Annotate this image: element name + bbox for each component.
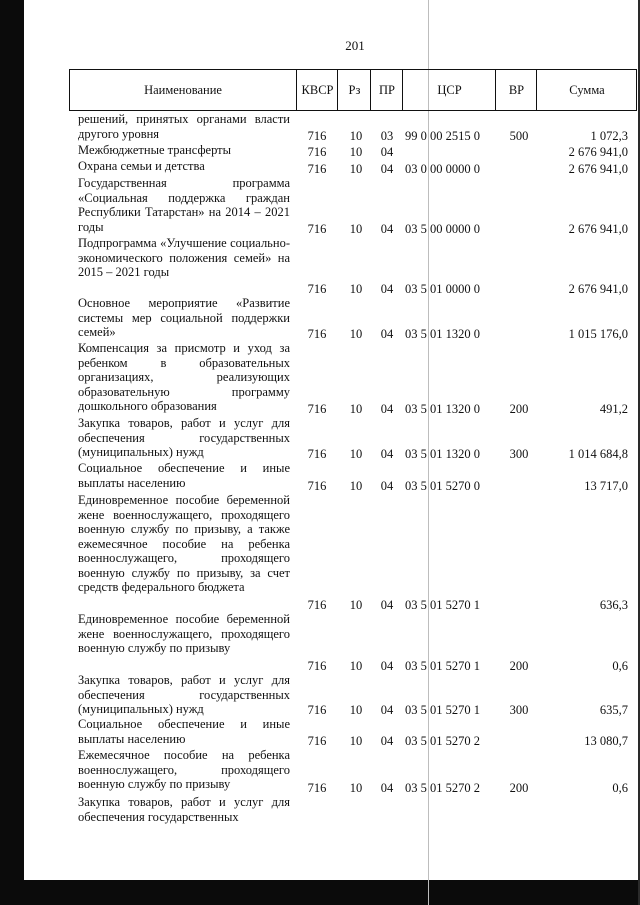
- header-sum: Сумма: [536, 70, 637, 110]
- row-pr: 04: [380, 733, 394, 748]
- row-csr: 03 5 00 0000 0: [405, 221, 480, 236]
- row-name: Социальное обеспечение и иные выплаты населению: [78, 717, 290, 746]
- row-rz: 10: [349, 281, 363, 296]
- row-kvsr: 716: [307, 144, 327, 159]
- row-csr: 03 5 01 1320 0: [405, 326, 480, 341]
- scan-left-border: [0, 0, 24, 905]
- row-rz: 10: [349, 326, 363, 341]
- scan-bottom-border: [0, 880, 640, 905]
- row-name: Социальное обеспечение и иные выплаты населению: [78, 461, 290, 490]
- header-csr: ЦСР: [402, 70, 496, 110]
- row-rz: 10: [349, 446, 363, 461]
- row-rz: 10: [349, 144, 363, 159]
- header-kvsr: КВСР: [296, 70, 338, 110]
- header-pr: ПР: [370, 70, 403, 110]
- row-rz: 10: [349, 221, 363, 236]
- row-pr: 04: [380, 281, 394, 296]
- row-csr: 03 5 01 5270 1: [405, 597, 480, 612]
- header-vr: ВР: [495, 70, 537, 110]
- row-kvsr: 716: [307, 702, 327, 717]
- row-sum: 0,6: [612, 780, 628, 795]
- row-name: Межбюджетные трансферты: [78, 143, 232, 157]
- row-csr: 03 5 01 0000 0: [405, 281, 480, 296]
- row-rz: 10: [349, 780, 363, 795]
- row-name: Компенсация за присмотр и уход за ребенком в образовательных организациях, реализующих образовательную программу дошкольного образования: [78, 341, 290, 413]
- row-kvsr: 716: [307, 161, 327, 176]
- row-pr: 04: [380, 658, 394, 673]
- row-rz: 10: [349, 161, 363, 176]
- row-csr: 03 5 01 5270 1: [405, 658, 480, 673]
- row-vr: 200: [509, 658, 529, 673]
- row-name: Закупка товаров, работ и услуг для обеспечения государственных (муниципальных) нужд: [78, 416, 290, 459]
- row-kvsr: 716: [307, 780, 327, 795]
- row-kvsr: 716: [307, 221, 327, 236]
- row-pr: 04: [380, 326, 394, 341]
- row-csr: 03 5 01 5270 1: [405, 702, 480, 717]
- row-name: решений, принятых органами власти другого уровня: [78, 112, 290, 141]
- row-sum: 13 080,7: [584, 733, 628, 748]
- header-rz: Рз: [337, 70, 371, 110]
- row-vr: 200: [509, 780, 529, 795]
- row-rz: 10: [349, 733, 363, 748]
- row-kvsr: 716: [307, 281, 327, 296]
- row-vr: 500: [509, 128, 529, 143]
- row-pr: 04: [380, 446, 394, 461]
- row-kvsr: 716: [307, 401, 327, 416]
- row-vr: 300: [509, 446, 529, 461]
- page-number: 201: [345, 38, 365, 53]
- row-csr: 99 0 00 2515 0: [405, 128, 480, 143]
- row-name: Ежемесячное пособие на ребенка военнослужащего, проходящего военную службу по призыву: [78, 748, 290, 791]
- row-kvsr: 716: [307, 326, 327, 341]
- row-rz: 10: [349, 478, 363, 493]
- row-sum: 491,2: [599, 401, 628, 416]
- row-vr: 200: [509, 401, 529, 416]
- row-name: Основное мероприятие «Развитие системы мер социальной поддержки семей»: [78, 296, 290, 339]
- row-name: Охрана семьи и детства: [78, 159, 205, 173]
- row-rz: 10: [349, 702, 363, 717]
- row-pr: 04: [380, 144, 394, 159]
- row-name: Закупка товаров, работ и услуг для обеспечения государственных: [78, 795, 290, 824]
- row-csr: 03 0 00 0000 0: [405, 161, 480, 176]
- row-csr: 03 5 01 1320 0: [405, 401, 480, 416]
- row-vr: 300: [509, 702, 529, 717]
- row-sum: 1 015 176,0: [568, 326, 628, 341]
- row-csr: 03 5 01 1320 0: [405, 446, 480, 461]
- row-csr: 03 5 01 5270 2: [405, 733, 480, 748]
- row-kvsr: 716: [307, 658, 327, 673]
- row-name: Закупка товаров, работ и услуг для обеспечения государственных (муниципальных) нужд: [78, 673, 290, 716]
- row-pr: 04: [380, 478, 394, 493]
- row-rz: 10: [349, 658, 363, 673]
- row-pr: 04: [380, 780, 394, 795]
- row-sum: 1 014 684,8: [568, 446, 628, 461]
- row-pr: 04: [380, 401, 394, 416]
- row-pr: 04: [380, 221, 394, 236]
- row-pr: 04: [380, 702, 394, 717]
- row-name: Единовременное пособие беременной жене военнослужащего, проходящего военную службу по призыву, а также ежемесячное пособие на ребенка военнослужащего, проходящего военную службу по призыву, за счет средств федерального бюджета: [78, 493, 290, 594]
- row-name: Подпрограмма «Улучшение социально-экономического положения семей» на 2015 – 2021 годы: [78, 236, 290, 279]
- row-sum: 13 717,0: [584, 478, 628, 493]
- row-name: Единовременное пособие беременной жене военнослужащего, проходящего военную службу по призыву: [78, 612, 290, 655]
- header-name: Наименование: [144, 83, 222, 97]
- row-kvsr: 716: [307, 597, 327, 612]
- row-rz: 10: [349, 128, 363, 143]
- row-rz: 10: [349, 597, 363, 612]
- row-rz: 10: [349, 401, 363, 416]
- row-sum: 2 676 941,0: [568, 221, 628, 236]
- row-csr: 03 5 01 5270 2: [405, 780, 480, 795]
- row-kvsr: 716: [307, 478, 327, 493]
- row-sum: 2 676 941,0: [568, 281, 628, 296]
- row-pr: 03: [380, 128, 394, 143]
- row-sum: 0,6: [612, 658, 628, 673]
- row-kvsr: 716: [307, 733, 327, 748]
- table-header: [69, 69, 637, 111]
- row-kvsr: 716: [307, 446, 327, 461]
- row-csr: 03 5 01 5270 0: [405, 478, 480, 493]
- row-pr: 04: [380, 597, 394, 612]
- row-sum: 636,3: [599, 597, 628, 612]
- row-pr: 04: [380, 161, 394, 176]
- row-name: Государственная программа «Социальная поддержка граждан Республики Татарстан» на 2014 – 2021 годы: [78, 176, 290, 234]
- row-sum: 2 676 941,0: [568, 161, 628, 176]
- row-sum: 1 072,3: [590, 128, 628, 143]
- row-kvsr: 716: [307, 128, 327, 143]
- row-sum: 2 676 941,0: [568, 144, 628, 159]
- row-sum: 635,7: [599, 702, 628, 717]
